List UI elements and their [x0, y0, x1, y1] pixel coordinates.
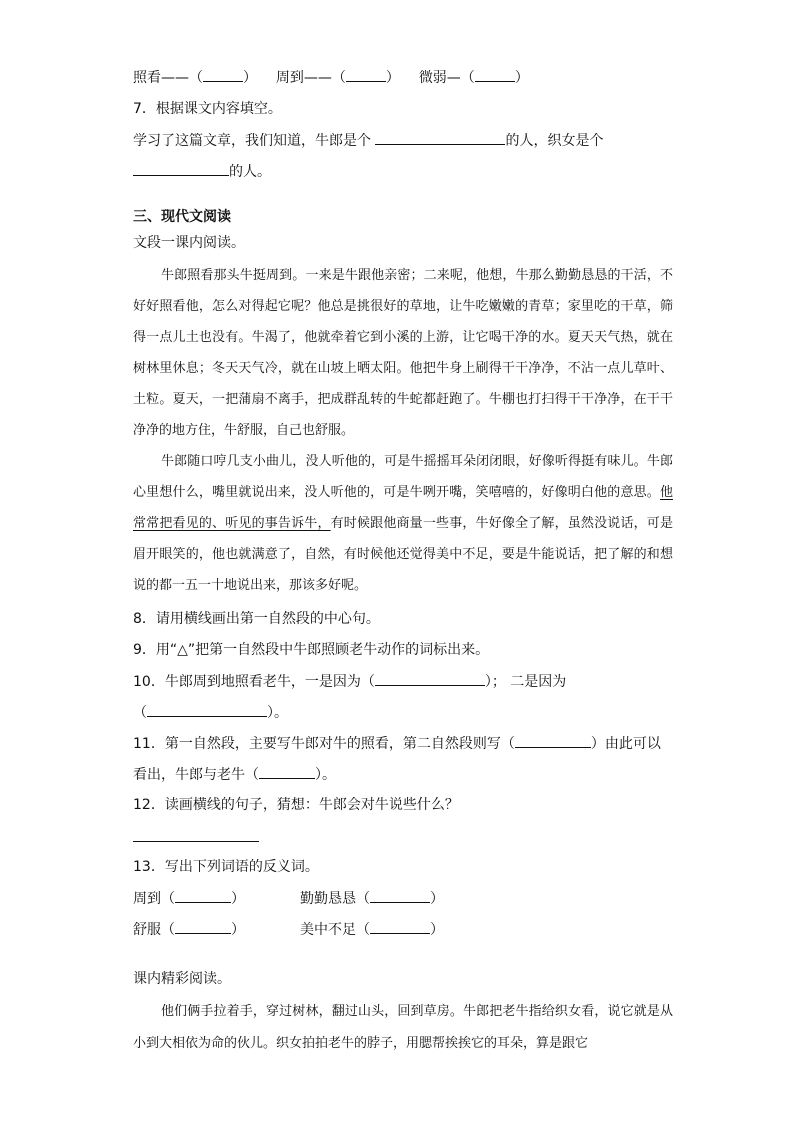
q7-line1 — [133, 130, 603, 151]
blank-2[interactable] — [346, 67, 386, 82]
q11-line2 — [133, 764, 336, 785]
passage-para-1: 牛郎照看那头牛挺周到。一来是牛跟他亲密；二来呢，他想，牛那么勤勤恳恳的干活，不好好照看他，怎么对得起它呢？他总是挑很好的草地，让牛吃嫩嫩的青草；家里吃的干草，筛得一点儿土也没有。牛渴了，他就牵着它到小溪的上游，让它喝干净的水。夏天天气热，就在树林里休息；冬天天气冷，就在山坡上晒太阳。他把牛身上刷得干干净净，不沾一点儿草叶、土粒。夏天，一把蒲扇不离手，把成群乱转的牛蛇都赶跑了。牛棚也打扫得干干净净，在干干净净的地方住，牛舒服，自己也舒服。 — [133, 268, 673, 438]
para2-text-a: 牛郎随口哼几支小曲儿，没人听他的，可是牛摇摇耳朵闭闭眼，好像听得挺有味儿。牛郎心里想什么，嘴里就说出来，没人听他的，可是牛咧开嘴，笑嘻嘻的，好像明白他的意思。 — [133, 454, 673, 500]
q10-blank-1[interactable] — [375, 671, 485, 686]
bracket-close: ） — [385, 70, 400, 86]
bracket-close: ） — [231, 891, 245, 907]
bracket-close: ） — [514, 70, 529, 86]
q7-text-a: 学习了这篇文章，我们知道，牛郎是个 — [133, 133, 371, 149]
antonym-row-2 — [133, 919, 245, 940]
passage-1 — [133, 260, 673, 601]
q10-text-b: ）； 二是因为 — [484, 674, 567, 690]
q11-text-c: 看出，牛郎与老牛（ — [133, 767, 259, 783]
q7-blank-2[interactable] — [133, 161, 229, 176]
q12-answer-line[interactable] — [133, 841, 259, 842]
word-zhaokan: 照看——（ — [133, 70, 203, 86]
q10-blank-2[interactable] — [147, 702, 267, 717]
q7-text-b: 的人，织女是个 — [505, 133, 604, 149]
q8: 8．请用横线画出第一自然段的中心句。 — [133, 611, 380, 627]
word-zhoudao: 周到——（ — [275, 70, 346, 86]
ant-blank-3[interactable] — [175, 919, 231, 934]
q11-text-a: 11．第一自然段，主要写牛郎对牛的照看，第二自然段则写（ — [133, 736, 515, 752]
q10-text-a: 10．牛郎周到地照看老牛，一是因为（ — [133, 674, 375, 690]
bracket-close: ） — [430, 891, 444, 907]
passage-2-para: 他们俩手拉着手，穿过树林，翻过山头，回到草房。牛郎把老牛指给织女看，说它就是从小到大相依为命的伙儿。织女拍拍老牛的脖子，用腮帮挨挨它的耳朵，算是跟它 — [133, 1004, 673, 1051]
top-fill-line — [133, 67, 529, 88]
q7-line2 — [133, 161, 271, 182]
q11-text-d: ）。 — [315, 767, 336, 783]
bracket-close: ） — [430, 922, 444, 938]
section-b-sub: 课内精彩阅读。 — [133, 971, 231, 987]
ant-word-meizhong: 美中不足（ — [300, 922, 370, 938]
q10-line2 — [133, 702, 288, 723]
q10-line1 — [133, 671, 566, 692]
q11-blank-2[interactable] — [259, 764, 315, 779]
q10-text-d: ）。 — [267, 705, 288, 721]
q9: 9．用“△”把第一自然段中牛郎照顾老牛动作的词标出来。 — [133, 642, 490, 658]
passage-para-2 — [133, 446, 673, 601]
antonym-row-2b — [300, 919, 444, 940]
passage-2 — [133, 996, 673, 1060]
ant-word-zhoudao: 周到（ — [133, 891, 175, 907]
blank-1[interactable] — [203, 67, 243, 82]
q7-label: 7．根据课文内容填空。 — [133, 101, 282, 117]
ant-word-qinqin: 勤勤恳恳（ — [300, 891, 370, 907]
q12: 12．读画横线的句子，猜想：牛郎会对牛说些什么？ — [133, 797, 459, 813]
blank-3[interactable] — [475, 67, 515, 82]
bracket-close: ） — [231, 922, 245, 938]
bracket-close: ） — [243, 70, 257, 86]
ant-blank-4[interactable] — [370, 919, 430, 934]
q13: 13．写出下列词语的反义词。 — [133, 859, 319, 875]
ant-blank-1[interactable] — [175, 888, 231, 903]
section-sub: 文段一课内阅读。 — [133, 235, 245, 251]
para2-text-b: 有时候跟他商量一些事，牛好像全了解，虽然没说话，可是眉开眼笑的，他也就满意了，自然，有时候他还觉得美中不足，要是牛能说话，把了解的和想说的都一五一十地说出来，那该多好呢。 — [133, 516, 673, 593]
antonym-row-1 — [133, 888, 245, 909]
q11-blank-1[interactable] — [515, 733, 591, 748]
section-heading: 三、现代文阅读 — [133, 209, 231, 225]
ant-blank-2[interactable] — [370, 888, 430, 903]
q11-text-b: ）由此可以 — [590, 736, 661, 752]
q11-line1 — [133, 733, 661, 754]
q7-text-c: 的人。 — [229, 164, 271, 180]
antonym-row-1b — [300, 888, 444, 909]
ant-word-shufu: 舒服（ — [133, 922, 175, 938]
underlined-sentence: 他常常把看见的、听见的事告诉牛， — [133, 485, 673, 531]
word-weiruo: 微弱—（ — [418, 70, 475, 86]
q10-text-c: （ — [133, 705, 147, 721]
q7-blank-1[interactable] — [375, 130, 505, 145]
